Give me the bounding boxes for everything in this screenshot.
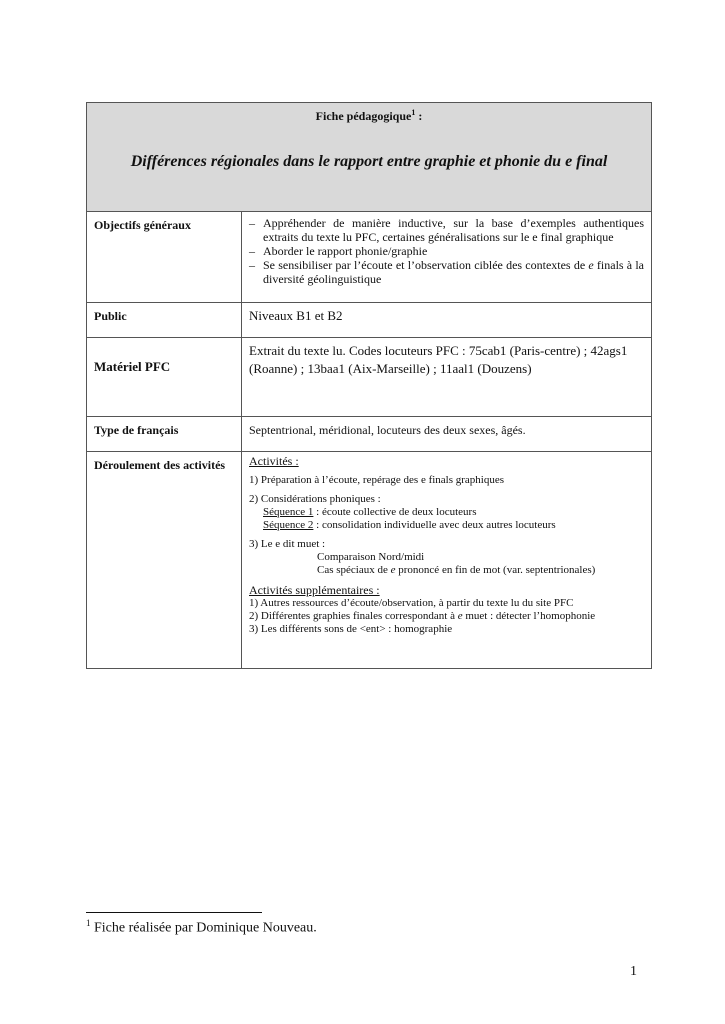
- step-3-title: 3) Le e dit muet :: [249, 538, 326, 550]
- objective-item: – Se sensibiliser par l’écoute et l’observation ciblée des contextes de e finals à la diversité géolinguistique: [249, 258, 644, 286]
- sequence-2-label: Séquence 2: [263, 519, 314, 531]
- page-number: 1: [630, 964, 637, 979]
- supplementary-3: 3) Les différents sons de <ent> : homographie: [249, 623, 453, 635]
- step-3-b-emphasis: e: [390, 564, 396, 576]
- step-2-title: 2) Considérations phoniques :: [249, 493, 381, 505]
- objectives-label: Objectifs généraux: [87, 212, 242, 303]
- objective-emphasis: e: [588, 258, 594, 272]
- activities-row: [87, 452, 652, 669]
- sequence-2-text: : consolidation individuelle avec deux autres locuteurs: [313, 519, 556, 531]
- sheet-title: Différences régionales dans le rapport entre graphie et phonie du e final: [130, 153, 608, 170]
- sheet-label-text: Fiche pédagogique: [315, 109, 412, 123]
- objectives-row: [87, 212, 652, 303]
- step-3-b-text: prononcé en fin de mot (var. septentrionales): [395, 564, 596, 576]
- french-type-value: Septentrional, méridional, locuteurs des deux sexes, âgés.: [242, 417, 652, 452]
- material-value: Extrait du texte lu. Codes locuteurs PFC : 75cab1 (Paris-centre) ; 42ags1 (Roanne) ; 13baa1 (Aix-Marseille) ; 11aal1 (Douzens): [242, 338, 652, 417]
- title-row: [87, 103, 652, 212]
- supplementary-title: Activités supplémentaires :: [249, 583, 380, 597]
- sheet-label: [87, 103, 651, 123]
- step-1: 1) Préparation à l’écoute, repérage des e finals graphiques: [249, 474, 505, 486]
- activities-label: Déroulement des activités: [87, 452, 242, 669]
- footnote-separator: [86, 912, 262, 913]
- sequence-1-label: Séquence 1: [263, 506, 314, 518]
- french-type-row: [87, 417, 652, 452]
- objectives-content: [242, 212, 652, 303]
- objective-text: Aborder le rapport phonie/graphie: [263, 244, 428, 258]
- footnote-ref: 1: [411, 108, 416, 117]
- french-type-label: Type de français: [87, 417, 242, 452]
- supplementary-1: 1) Autres ressources d’écoute/observation, à partir du texte lu du site PFC: [249, 597, 574, 609]
- footnote: [86, 918, 317, 937]
- objective-item: – Appréhender de manière inductive, sur la base d’exemples authentiques extraits du texte lu PFC, certaines généralisations sur le e final graphique: [249, 216, 644, 244]
- activities-title: Activités :: [249, 454, 299, 468]
- footnote-text: Fiche réalisée par Dominique Nouveau.: [90, 920, 317, 936]
- objective-text: Se sensibiliser par l’écoute et l’observation ciblée des contextes de: [263, 258, 589, 272]
- audience-row: [87, 303, 652, 338]
- sequence-1: [249, 506, 644, 519]
- supplementary-2-text: muet : détecter l’homophonie: [462, 610, 596, 622]
- material-label: Matériel PFC: [87, 338, 242, 417]
- objectives-list: [249, 216, 644, 286]
- step-3-b-text: Cas spéciaux de: [317, 564, 391, 576]
- activities-content: [242, 452, 652, 669]
- audience-value: Niveaux B1 et B2: [242, 303, 652, 338]
- supplementary-2-text: 2) Différentes graphies finales correspondant à: [249, 610, 458, 622]
- audience-label: Public: [87, 303, 242, 338]
- sequence-2: [249, 519, 644, 532]
- objective-text: Appréhender de manière inductive, sur la base d’exemples authentiques extraits du texte lu PFC, certaines généralisations sur le e final graphique: [263, 216, 644, 244]
- supplementary-2: [249, 610, 644, 623]
- objective-item: – Aborder le rapport phonie/graphie: [249, 244, 428, 258]
- supplementary-2-emphasis: e: [457, 610, 463, 622]
- title-cell: [87, 103, 652, 212]
- lesson-sheet-table: [86, 102, 652, 669]
- step-3-b: [249, 564, 644, 577]
- sequence-1-text: : écoute collective de deux locuteurs: [313, 506, 477, 518]
- step-3-a: Comparaison Nord/midi: [317, 551, 425, 563]
- objective-text: finals à la diversité géolinguistique: [263, 258, 644, 286]
- sheet-label-colon: :: [415, 109, 423, 123]
- material-row: [87, 338, 652, 417]
- footnote-number: 1: [86, 918, 91, 928]
